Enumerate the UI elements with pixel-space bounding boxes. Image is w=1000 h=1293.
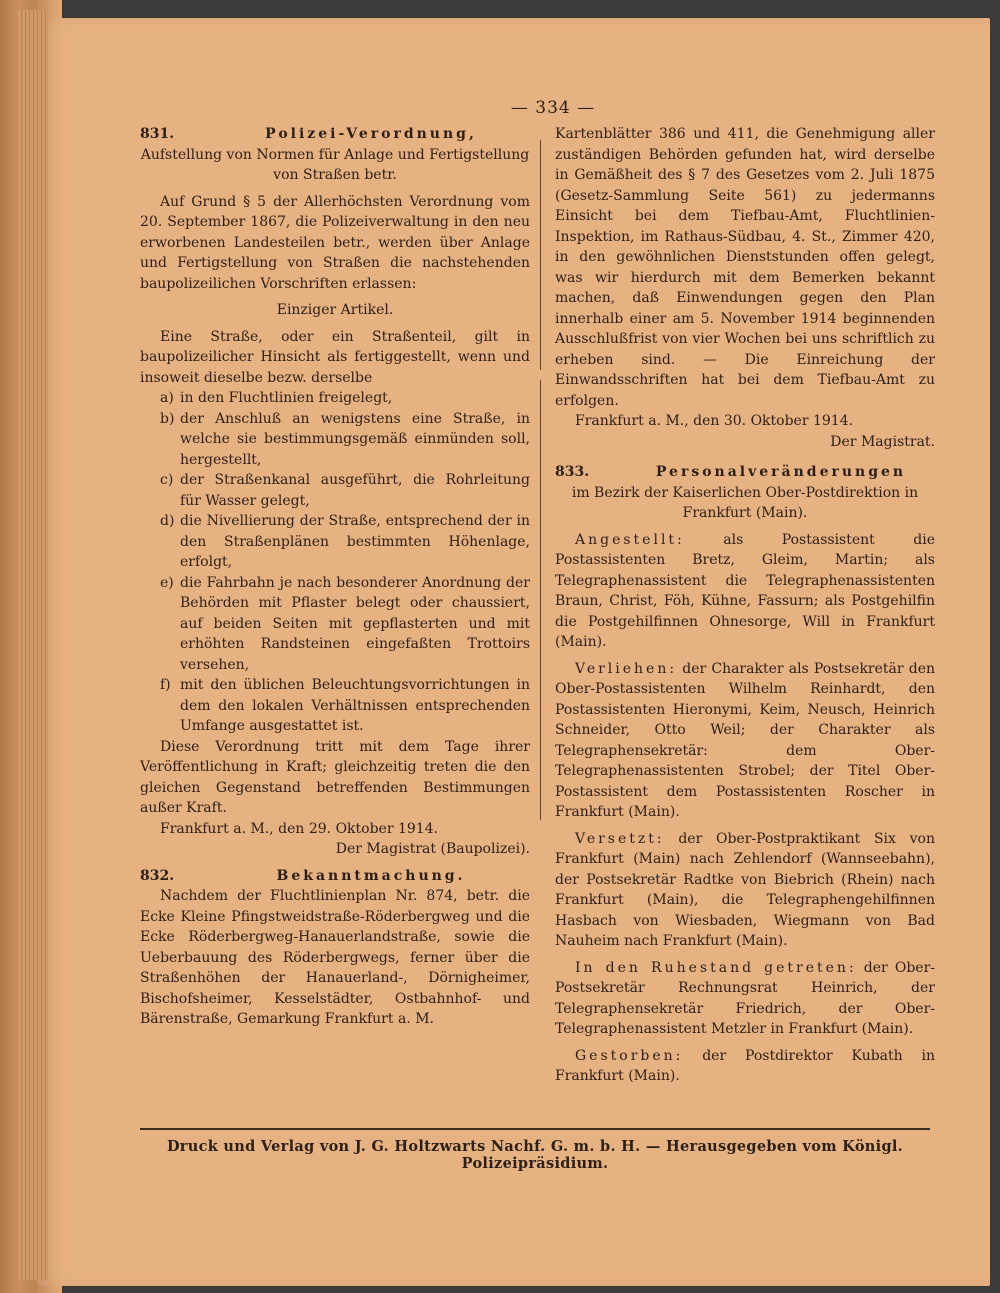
- page-number: — 334 —: [510, 98, 596, 118]
- section-831-heading: [140, 124, 530, 145]
- list-item-text: der Anschluß an wenigstens eine Straße, in welche sie bestimmungsgemäß einmünden soll, hergestellt,: [180, 410, 530, 468]
- entry-text: der Ober-Postpraktikant Six von Frankfurt (Main) nach Zehlendorf (Wannseebahn), der Postsekretär Radtke von Biebrich (Rhein) nach Frankfurt (Main), die Telegraphengehilfinnen Hasbach von Wiesbaden, Wiegmann von Bad Nauheim nach Frankfurt (Main).: [555, 830, 935, 949]
- imprint-footer: Druck und Verlag von J. G. Holtzwarts Nachf. G. m. b. H. — Herausgegeben vom Königl. Polizeipräsidium.: [166, 1138, 904, 1172]
- article-list: [140, 388, 530, 737]
- list-item-text: die Fahrbahn je nach besonderer Anordnung der Behörden mit Pflaster belegt oder chaussiert, auf beiden Seiten mit gepflasterten und mit erhöhten Randsteinen eingefaßten Trottoirs versehen,: [180, 574, 530, 673]
- section-text: Nachdem der Fluchtlinienplan Nr. 874, betr. die Ecke Kleine Pfingstweidstraße-Röderbergweg und die Ecke Röderbergweg-Hanauerlandstraße, sowie die Ueberbauung des Röderbergwegs, ferner über die Straßenhöhen der Hanauerland-, Dörnigheimer, Bischofsheimer, Kesselstädter, Ostbahnhof- und Bärenstraße, Gemarkung Frankfurt a. M.: [140, 888, 530, 1027]
- list-item-label: a): [160, 390, 174, 406]
- place-date: Frankfurt a. M., den 30. Oktober 1914.: [575, 413, 854, 429]
- list-item: [160, 511, 530, 573]
- versetzt-entry: [555, 829, 935, 952]
- list-item-text: die Nivellierung der Straße, entsprechend der in den Straßenplänen bestimmten Höhenlage, erfolgt,: [180, 513, 530, 570]
- signature: Der Magistrat.: [830, 433, 935, 450]
- verliehen-entry: [555, 659, 935, 823]
- column-divider: [540, 140, 541, 370]
- section-832-heading: [140, 866, 530, 887]
- entry-label: Versetzt:: [575, 830, 665, 847]
- entry-text: der Ober-Postsekretär Rechnungsrat Heinrich, der Telegraphensekretär Friedrich, der Ober-Telegraphenassistent Metzler in Frankfurt (Main).: [555, 959, 936, 1037]
- section-833-heading: [555, 462, 935, 483]
- left-column: [140, 124, 530, 1030]
- article-heading: Einziger Artikel.: [276, 302, 394, 318]
- entry-label: In den Ruhestand getreten:: [575, 959, 857, 976]
- signature: Der Magistrat (Baupolizei).: [335, 841, 530, 857]
- column-divider: [540, 380, 541, 820]
- place-date: Frankfurt a. M., den 29. Oktober 1914.: [160, 820, 439, 837]
- list-item: [160, 573, 530, 676]
- section-832-continuation: Kartenblätter 386 und 411, die Genehmigung aller zuständigen Behörden gefunden hat, wird derselbe in Gemäßheit des § 7 des Gesetzes vom 2. Juli 1875 (Gesetz-Sammlung Seite 561) zu jedermanns Einsicht bei dem Tiefbau-Amt, Fluchtlinien-Inspektion, im Rathaus-Südbau, 4. St., Zimmer 420, in den gewöhnlichen Dienststunden offen gelegt, was wir hierdurch mit dem Bemerken bekannt machen, daß Einwendungen gegen den Plan innerhalb einer am 5. November 1914 beginnenden Ausschlußfrist von vier Wochen bei uns schriftlich zu erheben sind. — Die Einreichung der Einwandsschriften hat bei dem Tiefbau-Amt zu erfolgen.: [555, 126, 935, 409]
- list-item: [160, 470, 530, 511]
- section-number: 833.: [555, 464, 590, 480]
- section-title: Bekanntmachung.: [276, 867, 466, 884]
- gestorben-entry: [555, 1046, 935, 1087]
- section-subtitle: Aufstellung von Normen für Anlage und Fertigstellung von Straßen betr.: [140, 146, 530, 183]
- page-stack-edge: [18, 10, 48, 1280]
- closing-text: Diese Verordnung tritt mit dem Tage ihrer Veröffentlichung in Kraft; gleichzeitig treten die den gleichen Gegenstand betreffenden Bestimmungen außer Kraft.: [140, 738, 530, 816]
- list-item-label: c): [160, 472, 174, 488]
- list-item-text: der Straßenkanal ausgeführt, die Rohrleitung für Wasser gelegt,: [180, 472, 530, 509]
- list-item-label: f): [160, 677, 171, 693]
- list-item-text: in den Fluchtlinien freigelegt,: [180, 390, 393, 406]
- section-subtitle: im Bezirk der Kaiserlichen Ober-Postdirektion in Frankfurt (Main).: [571, 484, 919, 521]
- list-item-label: b): [160, 410, 175, 427]
- section-title: Polizei-Verordnung,: [265, 126, 477, 142]
- section-intro: Auf Grund § 5 der Allerhöchsten Verordnung vom 20. September 1867, die Polizeiverwaltung in den neu erworbenen Landesteilen betr., werden über Anlage und Fertigstellung von Straßen die nachstehenden baupolizeilichen Vorschriften erlassen:: [140, 193, 530, 292]
- entry-label: Gestorben:: [575, 1047, 684, 1064]
- section-number: 832.: [140, 867, 175, 884]
- right-column: [555, 124, 935, 1087]
- entry-label: Verliehen:: [575, 660, 678, 677]
- footer-rule: [140, 1128, 930, 1130]
- list-item-label: e): [160, 574, 174, 591]
- section-number: 831.: [140, 126, 175, 142]
- entry-text: der Postdirektor Kubath in Frankfurt (Main).: [555, 1047, 935, 1084]
- article-text: Eine Straße, oder ein Straßenteil, gilt in baupolizeilicher Hinsicht als fertiggestellt, wenn und insoweit dieselbe bezw. derselbe: [140, 328, 530, 386]
- entry-text: als Postassistent die Postassistenten Bretz, Gleim, Martin; als Telegraphenassistent die Telegraphenassistenten Braun, Christ, Föh, Kühne, Fassurn; als Postgehilfin die Postgehilfinnen Ohnesorge, Will in Frankfurt (Main).: [555, 531, 935, 650]
- ruhestand-entry: [555, 958, 935, 1040]
- angestellt-entry: [555, 530, 935, 653]
- section-title: Personalveränderungen: [655, 464, 907, 480]
- list-item-label: d): [160, 513, 175, 529]
- list-item: [160, 388, 530, 409]
- list-item-text: mit den üblichen Beleuchtungsvorrichtungen in dem den lokalen Verhältnissen entsprechenden Umfange ausgestattet ist.: [180, 677, 530, 734]
- list-item: [160, 675, 530, 737]
- list-item: [160, 409, 530, 471]
- entry-label: Angestellt:: [575, 531, 685, 548]
- entry-text: der Charakter als Postsekretär den Ober-Postassistenten Wilhelm Reinhardt, den Postassistenten Hieronymi, Keim, Neusch, Heinrich Schneider, Otto Weil; der Charakter als Telegraphensekretär: dem Ober-Telegraphenassistenten Strobel; der Titel Ober-Postassistent dem Postassistenten Roscher in Frankfurt (Main).: [555, 660, 936, 820]
